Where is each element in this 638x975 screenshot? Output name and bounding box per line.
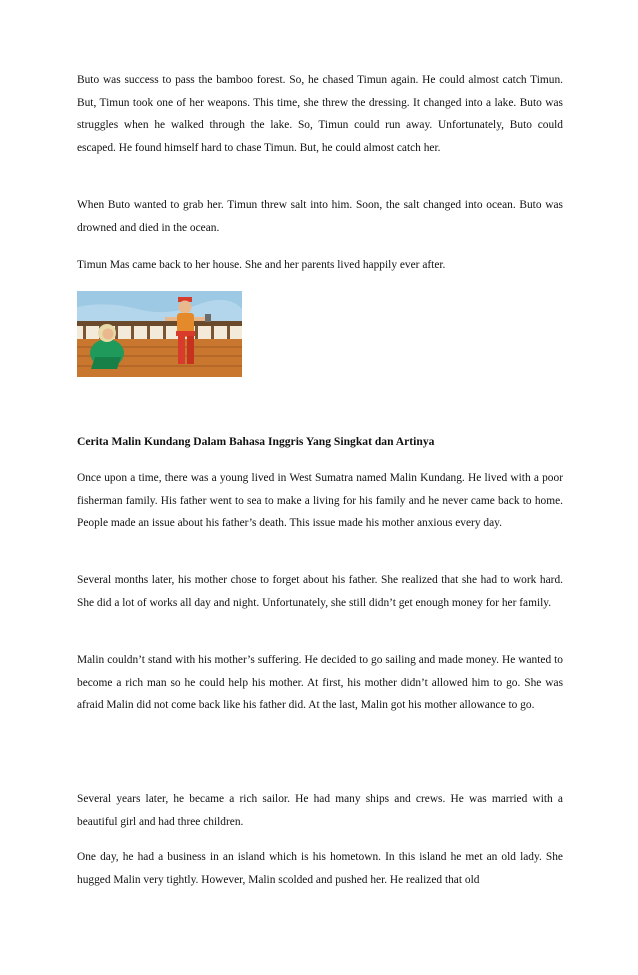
paragraph-buto-chase: Buto was success to pass the bamboo forest. So, he chased Timun again. He could almost catch Timun. But, Timun took one of her weapons. This time, she threw the dressing. It changed into a lake. Buto was struggles when he walked through the lake. So, Timun could run away. Unfortunately, Buto could escaped. He found himself hard to chase Timun. But, he could almost catch her. <box>77 74 563 154</box>
paragraph-hometown: One day, he had a business in an island which is his hometown. In this island he met an old lady. She hugged Malin very tightly. However, Malin scolded and pushed her. He realized that old <box>77 851 563 886</box>
paragraph-buto-drowned: When Buto wanted to grab her. Timun threw salt into him. Soon, the salt changed into ocean. Buto was drowned and died in the ocean. <box>77 199 563 234</box>
paragraph-malin-intro: Once upon a time, there was a young lived in West Sumatra named Malin Kundang. He lived with a poor fisherman family. His father went to sea to make a living for his family and he never came back to home. People made an issue about his father’s death. This issue made his mother anxious every day. <box>77 472 563 530</box>
children-on-ship-deck-illustration <box>77 291 242 377</box>
paragraph-mother-work: Several months later, his mother chose to forget about his father. She realized that she had to work hard. She did a lot of works all day and night. Unfortunately, she still didn’t get enough money for her family. <box>77 574 563 609</box>
ship-rail <box>77 321 242 326</box>
paragraph-malin-sailing: Malin couldn’t stand with his mother’s suffering. He decided to go sailing and made money. He wanted to become a rich man so he could help his mother. At first, his mother didn’t allowed him to go. She was afraid Malin did not come back like his father did. At the last, Malin got his mother allowance to go. <box>77 654 563 712</box>
paragraph-rich-sailor: Several years later, he became a rich sailor. He had many ships and crews. He was married with a beautiful girl and had three children. <box>77 793 563 828</box>
section-heading: Cerita Malin Kundang Dalam Bahasa Inggris Yang Singkat dan Artinya <box>77 435 435 448</box>
paragraph-happy-ending: Timun Mas came back to her house. She and her parents lived happily ever after. <box>77 259 446 271</box>
